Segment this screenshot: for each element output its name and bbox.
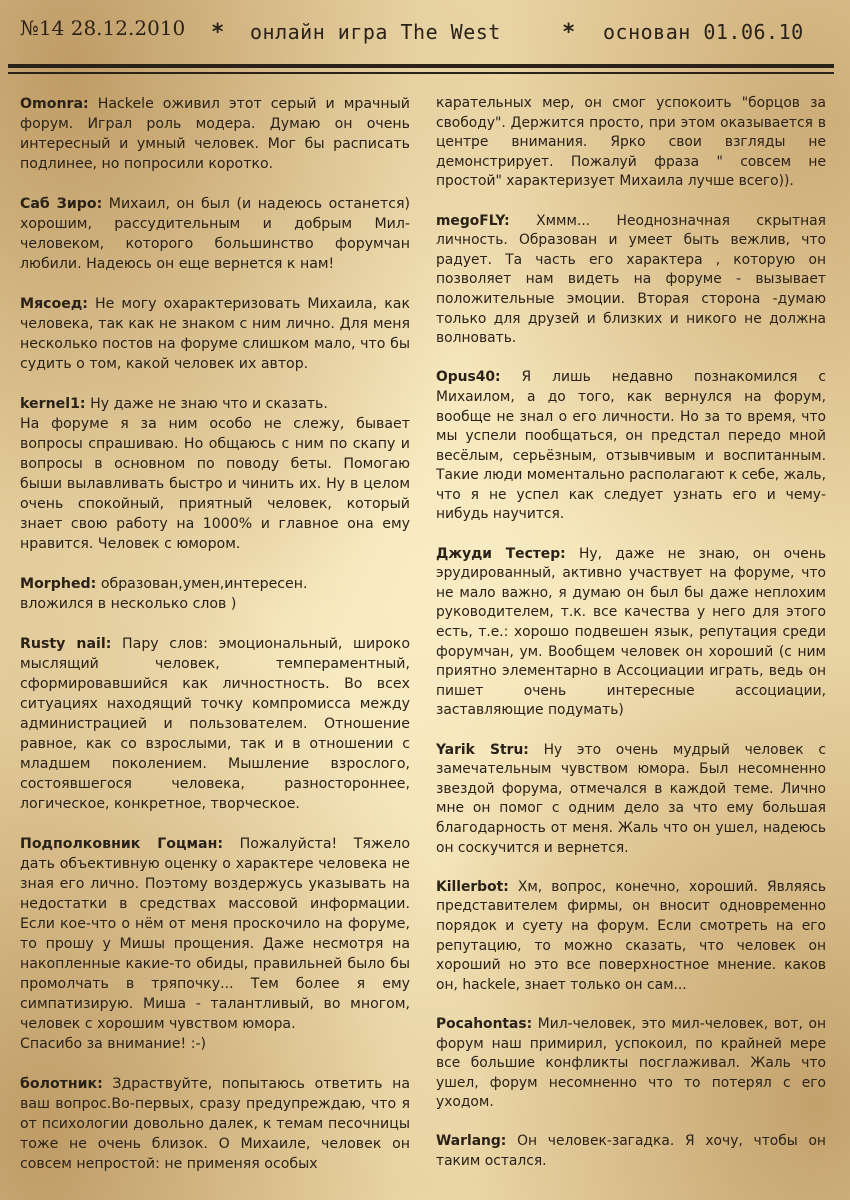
comment-text: Пару слов: эмоциональный, широко мыслящий человек, темпераментный, сформировавшийся как личностность. Во всех ситуациях находящий точку компромисса между администрацией и пользователем. Отношение равное, как со взрослыми, так и в отношении с младшем поколением. Мышление взрослого, состоявшегося человека, разностороннее, логическое, конкретное, творческое. [20,636,410,812]
comment-text: Мил-человек, это мил-человек, вот, он форум наш примирил, успокоил, по крайней мере все большие конфликты посглаживал. Жаль что ушел, форум несомненно что то потерял с его уходом. [436,1015,826,1111]
comment-text-continued: Спасибо за внимание! :-) [20,1036,207,1052]
comment-author: Мясоед: [20,296,88,312]
comment-text: Hackele оживил этот серый и мрачный форум. Играл роль модера. Думаю он очень интересный и умный человек. Мог бы расписать подлинее, но попросили коротко. [20,96,410,172]
comment-text-continued: На форуме я за ним особо не слежу, бывает вопросы спрашиваю. Но общаюсь с ним по скапу и вопросы в основном по поводу беты. Помогаю быши вылавливать быстро и чинить их. Ну в целом очень спокойный, приятный человек, который знает свою работу на 1000% и главное она ему нравится. Человек с юмором. [20,416,410,552]
comment-entry [436,368,826,525]
comment-text: Ну это очень мудрый человек с замечательным чувством юмора. Был несомненно звездой форума, отмечался в каждой теме. Лично мне он помог с одним дело за что ему большая благодарность от меня. Жаль что он ушел, надеюсь он соскучится и вернется. [436,741,826,856]
comment-entry [20,94,410,174]
comment-author: Warlang: [436,1133,507,1150]
comment-entry [436,741,826,859]
issue-number-date: №14 28.12.2010 [20,16,186,40]
comment-entry [20,194,410,274]
comment-entry [436,212,826,349]
comment-text: Хм, вопрос, конечно, хороший. Являясь представителем фирмы, он вносит одновременно порядок и суету на форум. Если смотреть на его репутацию, то можно сказать, что человек он хороший но это все поверхностное мнение. каков он, hackele, знает только он сам... [436,878,826,993]
newspaper-title: онлайн игра The West [250,20,501,44]
star-separator-right: * [562,20,576,45]
comment-entry [436,545,826,721]
comment-entry [20,1074,410,1174]
comment-entry [436,878,826,996]
comment-author: Killerbot: [436,878,509,895]
comment-entry [20,294,410,374]
comment-text: карательных мер, он смог успокоить "борцов за свободу". Держится просто, при этом оказывается в центре внимания. Ярко свои взгляды не демонстрирует. Пожалуй фраза " совсем не простой" характеризует Михаила лучше всего)). [436,95,826,190]
comment-text: образован,умен,интересен. [100,576,308,592]
comment-author: kernel1: [20,396,86,412]
star-separator-left: * [211,20,225,45]
comment-author: Omonra: [20,96,89,112]
left-column [20,94,410,1194]
comment-author: Rusty nail: [20,636,112,652]
comment-entry [436,1015,826,1113]
comment-author: Саб Зиро: [20,196,103,212]
comment-entry [20,574,410,614]
comment-author: Opus40: [436,369,501,386]
comment-text: Он человек-загадка. Я хочу, чтобы он таким остался. [436,1133,826,1170]
comment-entry [436,1132,826,1171]
comment-author: болотник: [20,1076,103,1092]
comment-text: Пожалуйста! Тяжело дать объективную оценку о характере человека не зная его лично. Поэтому воздержусь указывать на недостатки в средствах массовой информации. Если кое-что о нём от меня проскочило на форуме, то прошу у Мишы прощения. Даже несмотря на накопленные какие-то обиды, правильней было бы промолчать в тряпочку... Тем более я ему симпатизирую. Миша - талантливый, во многом, человек с хорошим чувством юмора. [20,836,410,1032]
comment-author: Подполковник Гоцман: [20,836,224,852]
comment-author: Pocahontas: [436,1015,533,1032]
header-rule-thick [8,64,834,68]
comment-author: Джуди Тестер: [436,545,566,562]
comment-text: Ну даже не знаю что и сказать. [90,396,328,412]
comment-text: Не могу охарактеризовать Михаила, как человека, так как не знаком с ним лично. Для меня несколько постов на форуме слишком мало, что бы судить о том, какой человек их автор. [20,296,411,372]
comment-entry [20,834,410,1054]
comment-entry-continued [436,94,826,192]
comment-author: Yarik Stru: [436,741,529,758]
newspaper-header [0,0,850,62]
comment-text: Михаил, он был (и надеюсь останется) хорошим, рассудительным и добрым Мил-человеком, которого большинство форумчан любили. Надеюсь он еще вернется к нам! [20,196,410,272]
founded-date: основан 01.06.10 [603,20,804,44]
comment-entry [20,394,410,554]
right-column [436,94,826,1191]
comment-text: Здраствуйте, попытаюсь ответить на ваш вопрос.Во-первых, сразу предупреждаю, что я от психологии довольно далек, к темам песочницы тоже не очень близок. О Михаиле, человек он совсем непростой: не применяя особых [20,1076,411,1172]
comment-text-continued: вложился в несколько слов ) [20,596,237,612]
comment-text: Я лишь недавно познакомился с Михаилом, а до того, как вернулся на форум, вообще не знал о его личности. Но за то время, что мы успели пообщаться, он предстал передо мной весёлым, серьёзным, отзывчивым и воспитанным. Такие люди моментально располагают к себе, жаль, что я не успел как следует узнать его и чему-нибудь научится. [436,369,826,523]
header-rule-thin [8,72,834,74]
comment-author: Morphed: [20,576,97,592]
comment-author: megoFLY: [436,212,510,229]
comment-entry [20,634,410,814]
comment-text: Хммм... Неоднозначная скрытная личность. Образован и умеет быть вежлив, что радует. Та часть его характера , которую он позволяет нам видеть на форуме - вызывает положительные эмоции. Вторая сторона -думаю только для друзей и близких и никого не должна волновать. [436,212,826,347]
comment-text: Ну, даже не знаю, он очень эрудированный, активно участвует на форуме, что не мало важно, я думаю он был бы даже неплохим руководителем, т.к. все качества у него для этого есть, т.е.: хорошо подвешен язык, репутация среди форумчан, ум. Вообщем человек он хороший (с ним приятно элементарно в Ассоциации играть, ведь он пишет очень интересные ассоциации, заставляющие подумать) [436,545,826,719]
